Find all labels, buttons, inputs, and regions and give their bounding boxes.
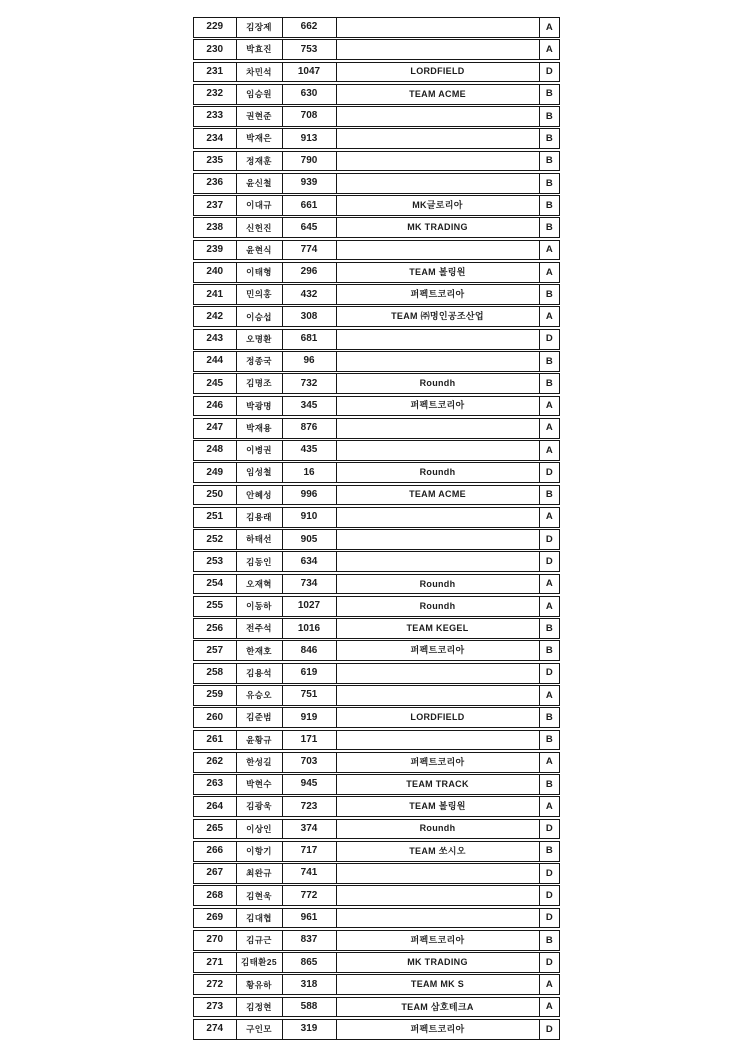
- cell-member-id: 910: [283, 508, 337, 527]
- cell-team-name: 퍼펙트코리아: [337, 931, 540, 950]
- cell-grade: A: [545, 43, 553, 55]
- cell-entry-number: 238: [194, 218, 237, 237]
- cell-player-name: 김광욱: [237, 797, 283, 816]
- cell-grade: B: [545, 645, 553, 657]
- cell-member-id: 945: [283, 775, 337, 794]
- cell-team-name: [337, 686, 540, 705]
- cell-grade: D: [545, 956, 553, 968]
- cell-member-id: 661: [283, 196, 337, 215]
- cell-team-name: TEAM ㈜명인공조산업: [337, 307, 540, 326]
- cell-member-id: 681: [283, 330, 337, 349]
- cell-entry-number: 257: [194, 641, 237, 660]
- cell-player-name: 임승원: [237, 85, 283, 104]
- cell-grade: B: [545, 355, 553, 367]
- cell-entry-number: 237: [194, 196, 237, 215]
- table-row: [193, 863, 560, 884]
- cell-team-name: 퍼펙트코리아: [337, 1020, 540, 1039]
- table-row: [193, 351, 560, 372]
- cell-member-id: 865: [283, 953, 337, 972]
- cell-player-name: 한성길: [237, 753, 283, 772]
- cell-entry-number: 261: [194, 731, 237, 750]
- table-row: [193, 841, 560, 862]
- cell-grade: A: [545, 21, 553, 33]
- cell-player-name: 윤신철: [237, 174, 283, 193]
- cell-team-name: [337, 909, 540, 928]
- cell-entry-number: 241: [194, 285, 237, 304]
- cell-team-name: [337, 174, 540, 193]
- cell-entry-number: 264: [194, 797, 237, 816]
- cell-team-name: [337, 664, 540, 683]
- cell-grade: B: [545, 489, 553, 501]
- cell-grade: D: [545, 912, 553, 924]
- table-row: [193, 529, 560, 550]
- cell-grade: A: [545, 600, 553, 612]
- cell-entry-number: 246: [194, 397, 237, 416]
- roster-table: [193, 17, 560, 1040]
- cell-member-id: 732: [283, 374, 337, 393]
- cell-entry-number: 233: [194, 107, 237, 126]
- cell-team-name: [337, 419, 540, 438]
- cell-member-id: 774: [283, 241, 337, 260]
- table-row: [193, 485, 560, 506]
- cell-grade: B: [545, 845, 553, 857]
- cell-member-id: 717: [283, 842, 337, 861]
- table-row: [193, 707, 560, 728]
- cell-entry-number: 265: [194, 820, 237, 839]
- table-row: [193, 796, 560, 817]
- table-row: [193, 774, 560, 795]
- cell-team-name: 퍼펙트코리아: [337, 397, 540, 416]
- cell-grade: D: [545, 667, 553, 679]
- cell-team-name: TEAM 삼호테크A: [337, 998, 540, 1017]
- cell-entry-number: 243: [194, 330, 237, 349]
- cell-member-id: 703: [283, 753, 337, 772]
- cell-member-id: 723: [283, 797, 337, 816]
- cell-entry-number: 272: [194, 975, 237, 994]
- cell-player-name: 윤현식: [237, 241, 283, 260]
- cell-team-name: TEAM MK S: [337, 975, 540, 994]
- cell-entry-number: 232: [194, 85, 237, 104]
- cell-player-name: 민의홍: [237, 285, 283, 304]
- table-row: [193, 596, 560, 617]
- cell-member-id: 919: [283, 708, 337, 727]
- cell-player-name: 김동인: [237, 552, 283, 571]
- table-row: [193, 997, 560, 1018]
- cell-grade: A: [545, 244, 553, 256]
- cell-team-name: [337, 552, 540, 571]
- table-row: [193, 195, 560, 216]
- cell-player-name: 전주석: [237, 619, 283, 638]
- cell-member-id: 753: [283, 40, 337, 59]
- cell-grade: B: [545, 177, 553, 189]
- cell-grade: A: [545, 756, 553, 768]
- cell-grade: A: [545, 444, 553, 456]
- cell-player-name: 오재혁: [237, 575, 283, 594]
- cell-player-name: 임성철: [237, 463, 283, 482]
- table-row: [193, 640, 560, 661]
- cell-team-name: LORDFIELD: [337, 708, 540, 727]
- cell-team-name: 퍼펙트코리아: [337, 285, 540, 304]
- table-row: [193, 217, 560, 238]
- cell-entry-number: 271: [194, 953, 237, 972]
- cell-entry-number: 236: [194, 174, 237, 193]
- table-row: [193, 618, 560, 639]
- cell-grade: D: [545, 66, 553, 78]
- cell-grade: B: [545, 288, 553, 300]
- cell-player-name: 이대규: [237, 196, 283, 215]
- cell-grade: A: [545, 311, 553, 323]
- cell-player-name: 김용래: [237, 508, 283, 527]
- cell-member-id: 790: [283, 152, 337, 171]
- cell-grade: B: [545, 711, 553, 723]
- table-row: [193, 819, 560, 840]
- cell-grade: A: [545, 689, 553, 701]
- cell-member-id: 634: [283, 552, 337, 571]
- cell-grade: D: [545, 556, 553, 568]
- cell-player-name: 차민석: [237, 63, 283, 82]
- cell-entry-number: 259: [194, 686, 237, 705]
- cell-player-name: 김용석: [237, 664, 283, 683]
- cell-grade: A: [545, 1001, 553, 1013]
- cell-player-name: 이항기: [237, 842, 283, 861]
- cell-team-name: [337, 886, 540, 905]
- cell-member-id: 432: [283, 285, 337, 304]
- table-row: [193, 418, 560, 439]
- cell-member-id: 996: [283, 486, 337, 505]
- cell-team-name: [337, 18, 540, 37]
- cell-member-id: 1047: [283, 63, 337, 82]
- cell-entry-number: 263: [194, 775, 237, 794]
- table-row: [193, 974, 560, 995]
- cell-grade: B: [545, 734, 553, 746]
- cell-player-name: 권현준: [237, 107, 283, 126]
- table-row: [193, 930, 560, 951]
- table-row: [193, 306, 560, 327]
- cell-team-name: [337, 129, 540, 148]
- cell-member-id: 905: [283, 530, 337, 549]
- table-row: [193, 1019, 560, 1040]
- cell-player-name: 최완규: [237, 864, 283, 883]
- cell-team-name: [337, 441, 540, 460]
- cell-entry-number: 256: [194, 619, 237, 638]
- cell-entry-number: 242: [194, 307, 237, 326]
- cell-player-name: 김장제: [237, 18, 283, 37]
- cell-entry-number: 274: [194, 1020, 237, 1039]
- cell-player-name: 박재은: [237, 129, 283, 148]
- cell-member-id: 619: [283, 664, 337, 683]
- cell-member-id: 734: [283, 575, 337, 594]
- cell-grade: A: [545, 422, 553, 434]
- cell-grade: B: [545, 778, 553, 790]
- cell-entry-number: 234: [194, 129, 237, 148]
- cell-player-name: 이상인: [237, 820, 283, 839]
- cell-member-id: 16: [283, 463, 337, 482]
- table-row: [193, 329, 560, 350]
- cell-player-name: 김준범: [237, 708, 283, 727]
- table-row: [193, 752, 560, 773]
- cell-team-name: Roundh: [337, 575, 540, 594]
- cell-grade: A: [545, 800, 553, 812]
- cell-grade: A: [545, 511, 553, 523]
- cell-member-id: 846: [283, 641, 337, 660]
- cell-member-id: 319: [283, 1020, 337, 1039]
- cell-grade: D: [545, 867, 553, 879]
- cell-member-id: 345: [283, 397, 337, 416]
- cell-team-name: TEAM KEGEL: [337, 619, 540, 638]
- cell-entry-number: 248: [194, 441, 237, 460]
- table-row: [193, 462, 560, 483]
- cell-player-name: 정종국: [237, 352, 283, 371]
- cell-player-name: 김현욱: [237, 886, 283, 905]
- cell-grade: A: [545, 400, 553, 412]
- cell-player-name: 이동하: [237, 597, 283, 616]
- cell-entry-number: 260: [194, 708, 237, 727]
- cell-team-name: [337, 864, 540, 883]
- cell-entry-number: 273: [194, 998, 237, 1017]
- cell-entry-number: 251: [194, 508, 237, 527]
- cell-grade: A: [545, 578, 553, 590]
- cell-entry-number: 245: [194, 374, 237, 393]
- table-row: [193, 151, 560, 172]
- cell-grade: D: [545, 1023, 553, 1035]
- cell-team-name: TEAM 볼링원: [337, 263, 540, 282]
- cell-entry-number: 230: [194, 40, 237, 59]
- cell-player-name: 이승섭: [237, 307, 283, 326]
- table-row: [193, 952, 560, 973]
- cell-member-id: 374: [283, 820, 337, 839]
- cell-player-name: 박재용: [237, 419, 283, 438]
- cell-member-id: 876: [283, 419, 337, 438]
- cell-member-id: 708: [283, 107, 337, 126]
- cell-grade: B: [545, 934, 553, 946]
- cell-player-name: 김대협: [237, 909, 283, 928]
- cell-grade: B: [545, 222, 553, 234]
- cell-member-id: 961: [283, 909, 337, 928]
- cell-member-id: 913: [283, 129, 337, 148]
- cell-player-name: 신헌진: [237, 218, 283, 237]
- cell-member-id: 96: [283, 352, 337, 371]
- cell-team-name: MK TRADING: [337, 953, 540, 972]
- cell-player-name: 하태선: [237, 530, 283, 549]
- cell-team-name: TEAM 볼링원: [337, 797, 540, 816]
- cell-grade: D: [545, 533, 553, 545]
- cell-player-name: 김태환25: [237, 953, 283, 972]
- cell-entry-number: 269: [194, 909, 237, 928]
- cell-entry-number: 254: [194, 575, 237, 594]
- cell-team-name: [337, 731, 540, 750]
- cell-grade: B: [545, 132, 553, 144]
- cell-member-id: 662: [283, 18, 337, 37]
- cell-grade: B: [545, 110, 553, 122]
- table-row: [193, 574, 560, 595]
- cell-entry-number: 247: [194, 419, 237, 438]
- cell-player-name: 정재훈: [237, 152, 283, 171]
- table-row: [193, 908, 560, 929]
- table-row: [193, 730, 560, 751]
- cell-entry-number: 268: [194, 886, 237, 905]
- cell-team-name: 퍼펙트코리아: [337, 641, 540, 660]
- cell-player-name: 김명조: [237, 374, 283, 393]
- cell-entry-number: 253: [194, 552, 237, 571]
- cell-team-name: [337, 152, 540, 171]
- cell-team-name: [337, 107, 540, 126]
- cell-team-name: MK TRADING: [337, 218, 540, 237]
- cell-player-name: 박현수: [237, 775, 283, 794]
- cell-team-name: TEAM ACME: [337, 486, 540, 505]
- cell-entry-number: 239: [194, 241, 237, 260]
- table-row: [193, 62, 560, 83]
- cell-member-id: 772: [283, 886, 337, 905]
- cell-grade: B: [545, 199, 553, 211]
- cell-team-name: Roundh: [337, 597, 540, 616]
- cell-grade: D: [545, 890, 553, 901]
- table-row: [193, 551, 560, 572]
- cell-entry-number: 252: [194, 530, 237, 549]
- cell-member-id: 939: [283, 174, 337, 193]
- cell-team-name: LORDFIELD: [337, 63, 540, 82]
- cell-entry-number: 244: [194, 352, 237, 371]
- table-row: [193, 440, 560, 461]
- cell-entry-number: 267: [194, 864, 237, 883]
- table-row: [193, 663, 560, 684]
- cell-member-id: 588: [283, 998, 337, 1017]
- cell-member-id: 630: [283, 85, 337, 104]
- cell-team-name: [337, 241, 540, 260]
- cell-team-name: [337, 330, 540, 349]
- cell-member-id: 1016: [283, 619, 337, 638]
- cell-grade: D: [545, 333, 553, 345]
- table-row: [193, 128, 560, 149]
- cell-member-id: 318: [283, 975, 337, 994]
- cell-grade: D: [545, 823, 553, 835]
- cell-grade: B: [545, 377, 553, 389]
- cell-player-name: 안혜성: [237, 486, 283, 505]
- cell-grade: B: [545, 88, 553, 100]
- cell-player-name: 황유하: [237, 975, 283, 994]
- cell-player-name: 김규근: [237, 931, 283, 950]
- cell-member-id: 1027: [283, 597, 337, 616]
- table-row: [193, 84, 560, 105]
- cell-grade: B: [545, 622, 553, 634]
- cell-entry-number: 258: [194, 664, 237, 683]
- cell-member-id: 308: [283, 307, 337, 326]
- cell-player-name: 김정현: [237, 998, 283, 1017]
- cell-entry-number: 255: [194, 597, 237, 616]
- table-row: [193, 106, 560, 127]
- cell-team-name: [337, 352, 540, 371]
- table-row: [193, 284, 560, 305]
- cell-entry-number: 270: [194, 931, 237, 950]
- table-row: [193, 262, 560, 283]
- cell-team-name: [337, 508, 540, 527]
- table-row: [193, 507, 560, 528]
- cell-entry-number: 231: [194, 63, 237, 82]
- cell-grade: D: [545, 466, 553, 478]
- cell-grade: B: [545, 155, 553, 167]
- table-row: [193, 396, 560, 417]
- cell-player-name: 이병권: [237, 441, 283, 460]
- cell-team-name: TEAM ACME: [337, 85, 540, 104]
- cell-player-name: 박광명: [237, 397, 283, 416]
- cell-team-name: [337, 40, 540, 59]
- cell-player-name: 윤황규: [237, 731, 283, 750]
- cell-team-name: TEAM 쏘시오: [337, 842, 540, 861]
- cell-entry-number: 266: [194, 842, 237, 861]
- cell-entry-number: 240: [194, 263, 237, 282]
- cell-member-id: 171: [283, 731, 337, 750]
- cell-entry-number: 262: [194, 753, 237, 772]
- cell-player-name: 박효진: [237, 40, 283, 59]
- table-row: [193, 39, 560, 60]
- cell-entry-number: 235: [194, 152, 237, 171]
- cell-grade: A: [545, 979, 553, 991]
- table-row: [193, 17, 560, 38]
- table-row: [193, 685, 560, 706]
- table-row: [193, 173, 560, 194]
- cell-player-name: 한재호: [237, 641, 283, 660]
- cell-team-name: 퍼펙트코리아: [337, 753, 540, 772]
- cell-team-name: Roundh: [337, 463, 540, 482]
- cell-member-id: 645: [283, 218, 337, 237]
- cell-grade: A: [545, 266, 553, 278]
- cell-team-name: Roundh: [337, 374, 540, 393]
- cell-player-name: 오명환: [237, 330, 283, 349]
- cell-entry-number: 249: [194, 463, 237, 482]
- table-row: [193, 373, 560, 394]
- table-row: [193, 885, 560, 906]
- cell-entry-number: 229: [194, 18, 237, 37]
- cell-player-name: 이태형: [237, 263, 283, 282]
- cell-member-id: 837: [283, 931, 337, 950]
- cell-member-id: 751: [283, 686, 337, 705]
- cell-player-name: 구인모: [237, 1020, 283, 1039]
- cell-team-name: MK글로리아: [337, 196, 540, 215]
- cell-member-id: 435: [283, 441, 337, 460]
- cell-member-id: 741: [283, 864, 337, 883]
- cell-team-name: TEAM TRACK: [337, 775, 540, 794]
- cell-team-name: Roundh: [337, 820, 540, 839]
- table-row: [193, 240, 560, 261]
- cell-team-name: [337, 530, 540, 549]
- cell-entry-number: 250: [194, 486, 237, 505]
- cell-player-name: 유승오: [237, 686, 283, 705]
- cell-member-id: 296: [283, 263, 337, 282]
